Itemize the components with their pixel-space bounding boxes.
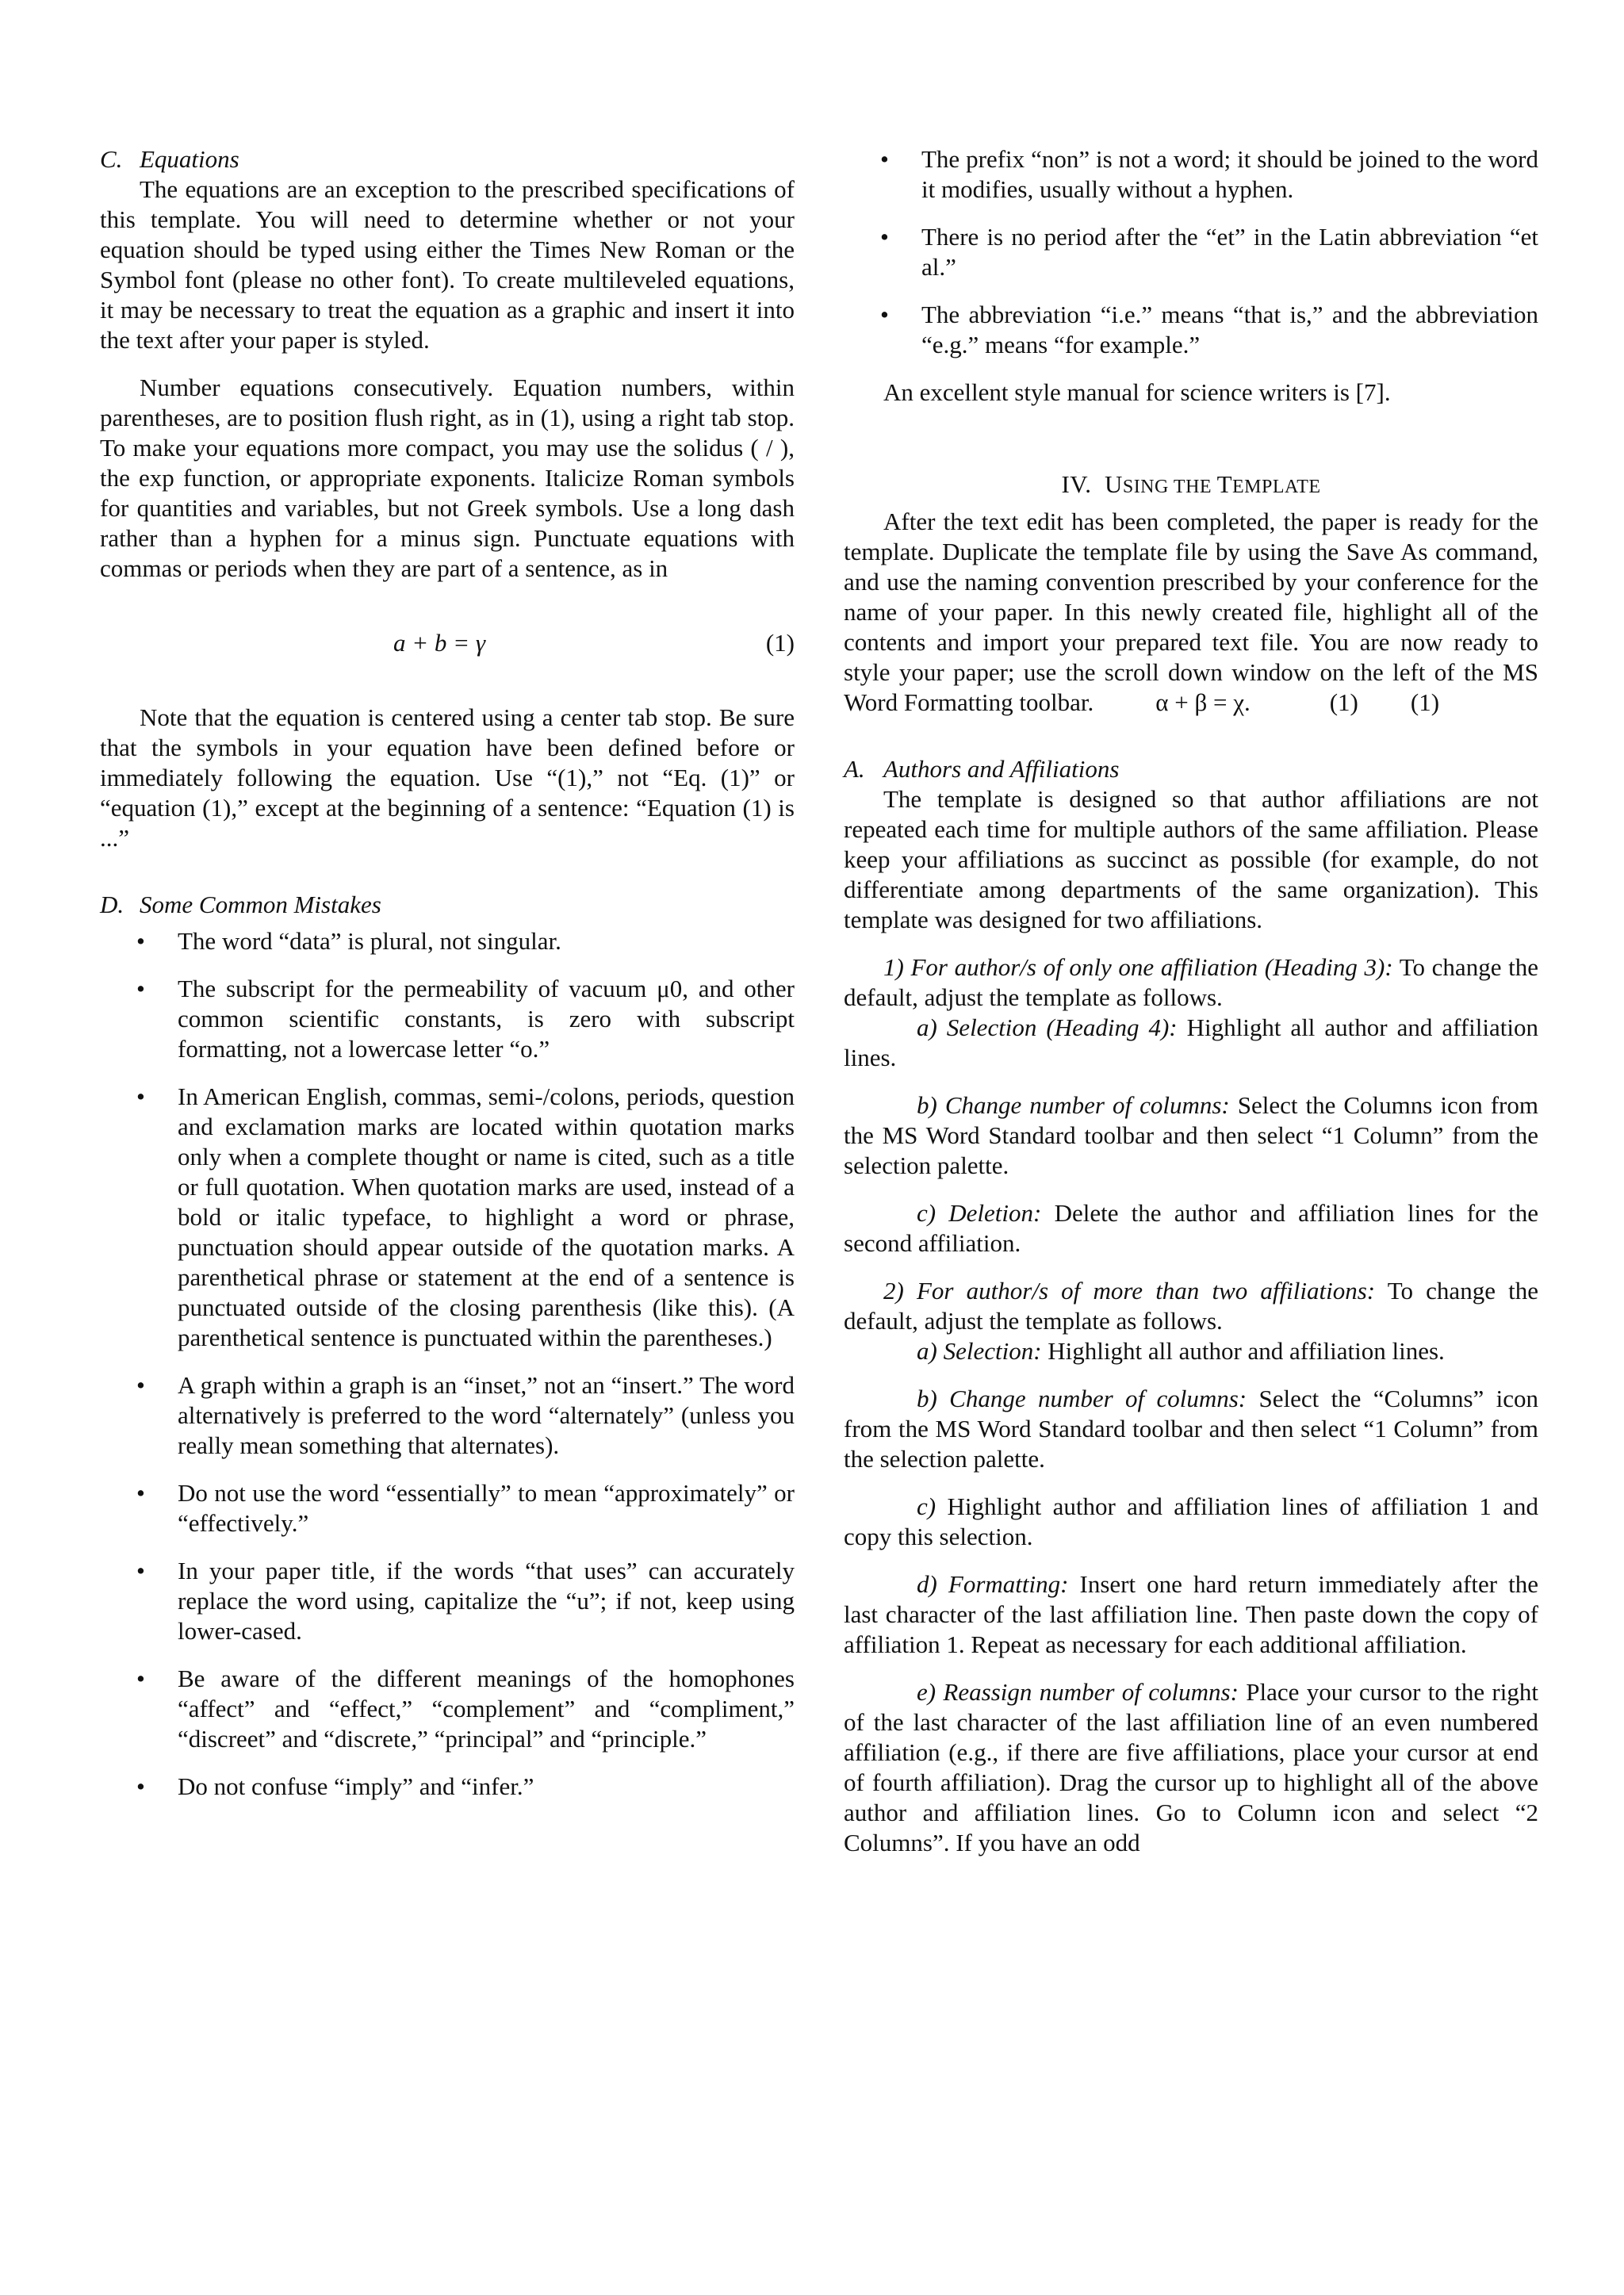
style-manual-sentence: An excellent style manual for science writers is [7].	[883, 378, 1391, 406]
list-item: • Be aware of the different meanings of the homophones “affect” and “effect,” “complement” and “compliment,” “discreet” and “discrete,” “principal” and “principle.”	[100, 1664, 795, 1754]
list-item: • There is no period after the “et” in the Latin abbreviation “et al.”	[844, 222, 1538, 282]
list-item: • The prefix “non” is not a word; it should be joined to the word it modifies, usually without a hyphen.	[844, 144, 1538, 205]
section-iv-title-using: SING THE	[1122, 477, 1217, 497]
heading-4-highlight	[844, 1492, 1538, 1552]
list-item: • The word “data” is plural, not singular.	[100, 926, 795, 956]
heading-4-deletion	[844, 1198, 1538, 1259]
heading-4-reassign-columns	[844, 1677, 1538, 1858]
heading-4-title: c) Deletion:	[917, 1199, 1042, 1227]
heading-4-text: Highlight all author and affiliation lines.	[844, 1013, 1538, 1071]
section-c-heading	[100, 144, 795, 174]
heading-4-text: Highlight all author and affiliation lines.	[1041, 1337, 1445, 1365]
heading-3-text: To change the default, adjust the template as follows.	[844, 953, 1538, 1011]
inline-equation-number-duplicate: (1)	[1410, 688, 1440, 716]
using-template-text: After the text edit has been completed, the paper is ready for the template. Duplicate the template file by using the Save As command, and use the naming convention prescribed by your conference for the name of your paper. In this newly created file, highlight all of the contents and import your prepared text file. You are now ready to style your paper; use the scroll down window on the left of the MS Word Formatting toolbar.	[844, 508, 1538, 716]
heading-4-selection	[844, 1013, 1538, 1073]
heading-4-text: Insert one hard return immediately after the last character of the last affiliation line. Then paste down the copy of affiliation 1. Repeat as necessary for each additional affiliation.	[844, 1570, 1538, 1658]
section-iv-title-u: U	[1104, 470, 1123, 498]
heading-4-change-columns-2	[844, 1384, 1538, 1474]
section-a-title: Authors and Affiliations	[883, 755, 1120, 783]
heading-4-title: b) Change number of columns:	[917, 1091, 1230, 1119]
heading-4-text: Select the “Columns” icon from the MS Word Standard toolbar and then select “1 Column” from the selection palette.	[844, 1385, 1538, 1473]
using-template-paragraph	[844, 507, 1538, 718]
heading-4-text: Delete the author and affiliation lines for the second affiliation.	[844, 1199, 1538, 1257]
equation-number: (1)	[765, 629, 795, 657]
list-item: • Do not use the word “essentially” to mean “approximately” or “effectively.”	[100, 1478, 795, 1538]
list-item: • The subscript for the permeability of vacuum μ0, and other common scientific constants, is zero with subscript formatting, not a lowercase letter “o.”	[100, 974, 795, 1064]
list-item: • Do not confuse “imply” and “infer.”	[100, 1772, 795, 1802]
authors-paragraph: The template is designed so that author affiliations are not repeated each time for multiple authors of the same affiliation. Please keep your affiliations as succinct as possible (for example, do not differentiate among departments of the same organization). This template was designed for two affiliations.	[844, 785, 1538, 933]
heading-3-title: 1) For author/s of only one affiliation (Heading 3):	[883, 953, 1393, 981]
section-iv-label: IV.	[1061, 470, 1092, 498]
heading-3-more-affiliations	[844, 1276, 1538, 1336]
right-column	[844, 144, 1538, 1858]
heading-4-text: Select the Columns icon from the MS Word Standard toolbar and then select “1 Column” from the selection palette.	[844, 1091, 1538, 1179]
section-a-label: A.	[844, 755, 865, 783]
heading-4-title: a) Selection (Heading 4):	[917, 1013, 1178, 1041]
heading-3-text: To change the default, adjust the template as follows.	[844, 1277, 1538, 1335]
heading-4-text: Highlight author and affiliation lines of affiliation 1 and copy this selection.	[844, 1492, 1538, 1550]
heading-4-title: a) Selection:	[917, 1337, 1042, 1365]
equations-paragraph-2: Number equations consecutively. Equation numbers, within parentheses, are to position flush right, as in (1), using a right tab stop. To make your equations more compact, you may use the solidus ( / ), the exp function, or appropriate exponents. Italicize Roman symbols for quantities and variables, but not Greek symbols. Use a long dash rather than a hyphen for a minus sign. Punctuate equations with commas or periods when they are part of a sentence, as in	[100, 374, 795, 582]
equations-paragraph-1: The equations are an exception to the prescribed specifications of this template. You will need to determine whether or not your equation should be typed using either the Times New Roman or the Symbol font (please no other font). To create multileveled equations, it may be necessary to treat the equation as a graphic and insert it into the text after your paper is styled.	[100, 175, 795, 354]
heading-4-title: c)	[917, 1492, 936, 1520]
section-d-heading	[100, 890, 795, 920]
inline-equation: α + β = χ.	[1155, 688, 1251, 716]
heading-4-text: Place your cursor to the right of the last character of the last affiliation line of an even numbered affiliation (e.g., if there are five affiliations, place your cursor at end of fourth affiliation). Drag the cursor up to highlight all of the above author and affiliation lines. Go to Column icon and select “2 Columns”. If you have an odd	[844, 1678, 1538, 1856]
section-a-heading	[844, 754, 1538, 784]
section-d-label: D.	[100, 891, 124, 918]
section-iv-title-template: EMPLATE	[1232, 477, 1321, 497]
equations-paragraph-3: Note that the equation is centered using a center tab stop. Be sure that the symbols in your equation have been defined before or immediately following the equation. Use “(1),” not “Eq. (1)” or “equation (1),” except at the beginning of a sentence: “Equation (1) is ...”	[100, 703, 795, 852]
heading-3-title: 2) For author/s of more than two affiliations:	[883, 1277, 1376, 1305]
heading-4-change-columns	[844, 1090, 1538, 1181]
section-c-label: C.	[100, 145, 123, 173]
list-item: • A graph within a graph is an “inset,” not an “insert.” The word alternatively is preferred to the word “alternately” (unless you really mean something that alternates).	[100, 1370, 795, 1461]
section-c-title: Equations	[140, 145, 239, 173]
inline-equation-number: (1)	[1329, 688, 1358, 716]
equation-expression: a + b = γ	[393, 629, 486, 657]
left-column	[100, 144, 795, 1819]
common-mistakes-list	[100, 926, 795, 1802]
common-mistakes-list-continued	[844, 144, 1538, 360]
heading-4-formatting	[844, 1569, 1538, 1660]
heading-4-title: e) Reassign number of columns:	[917, 1678, 1239, 1706]
heading-4-selection-2	[844, 1336, 1538, 1366]
heading-4-title: d) Formatting:	[917, 1570, 1069, 1598]
section-iv-title-t: T	[1216, 470, 1233, 498]
heading-3-one-affiliation	[844, 952, 1538, 1013]
equation-1	[100, 628, 795, 658]
section-iv-heading	[844, 469, 1538, 502]
heading-4-title: b) Change number of columns:	[917, 1385, 1247, 1412]
list-item: • In American English, commas, semi-/colons, periods, question and exclamation marks are located within quotation marks only when a complete thought or name is cited, such as a title or full quotation. When quotation marks are used, instead of a bold or italic typeface, to highlight a word or phrase, punctuation should appear outside of the quotation marks. A parenthetical phrase or statement at the end of a sentence is punctuated outside of the closing parenthesis (like this). (A parenthetical sentence is punctuated within the parentheses.)	[100, 1082, 795, 1353]
list-item: • The abbreviation “i.e.” means “that is,” and the abbreviation “e.g.” means “for example.”	[844, 300, 1538, 360]
list-item: • In your paper title, if the words “that uses” can accurately replace the word using, capitalize the “u”; if not, keep using lower-cased.	[100, 1556, 795, 1646]
section-d-title: Some Common Mistakes	[140, 891, 381, 918]
